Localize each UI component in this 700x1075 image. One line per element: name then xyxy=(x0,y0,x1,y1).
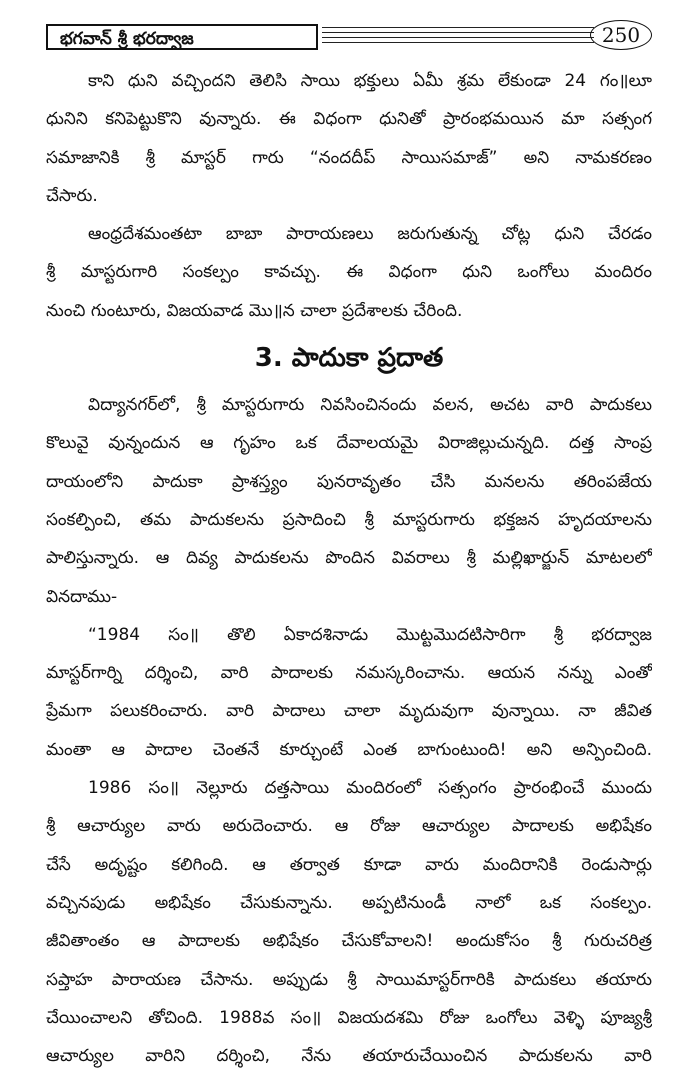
text-line: చేయించాలని తోచింది. 1988వ సం॥ విజయదశమి రోజు ఒంగోలు వెళ్ళి పూజ్యశ్రీ xyxy=(46,1007,652,1028)
header-title-box xyxy=(46,24,318,50)
text-line: విద్యానగర్‌లో, శ్రీ మాస్టరుగారు నివసించినందు వలన, అచట వారి పాదుకలు xyxy=(88,395,652,416)
text-line: మాస్టర్‌గార్ని దర్శించి, వారి పాదాలకు నమస్కరించాను. ఆయన నన్ను ఎంతో xyxy=(46,663,652,684)
text-line: వినదాము- xyxy=(46,586,118,607)
text-line: ప్రేమగా పలుకరించారు. వారి పాదాలు చాలా మృదువుగా వున్నాయి. నా జీవిత xyxy=(46,701,652,722)
text-line: ఆచార్యుల వారిని దర్శించి, నేను తయారుచేయించిన పాదుకలను వారి xyxy=(46,1046,652,1067)
text-line: వచ్చినపుడు అభిషేకం చేసుకున్నాను. అప్పటినుండీ నాలో ఒక సంకల్పం. xyxy=(46,892,652,913)
text-line: పాలిస్తున్నారు. ఆ దివ్య పాదుకలను పొందిన వివరాలు శ్రీ మల్లిఖార్జున్ మాటలలో xyxy=(46,548,652,569)
text-line: జీవితాంతం ఆ పాదాలకు అభిషేకం చేసుకోవాలని! అందుకోసం శ్రీ గురుచరిత్ర xyxy=(46,931,652,952)
text-line: ధునిని కనిపెట్టుకొని వున్నారు. ఈ విధంగా ధునితో ప్రారంభమయిన మా సత్సంగ xyxy=(46,109,652,130)
section-heading: 3. పాదుకా ప్రదాత xyxy=(254,343,444,374)
header-rule-lines xyxy=(322,27,594,47)
text-line: చేసారు. xyxy=(46,185,98,206)
paragraphs-after-heading xyxy=(46,386,652,1075)
book-title: భగవాన్ శ్రీ భరద్వాజ xyxy=(60,29,194,49)
text-line: సంకల్పించి, తమ పాదుకలను ప్రసాదించి శ్రీ మాస్టరుగారు భక్తజన హృదయాలను xyxy=(46,509,652,530)
paragraphs-before-heading xyxy=(46,62,652,330)
text-line: కొలువై వున్నందున ఆ గృహం ఒక దేవాలయమై విరాజిల్లుచున్నది. దత్త సాంప్ర xyxy=(46,433,652,454)
text-line: శ్రీ ఆచార్యుల వారు అరుదెంచారు. ఆ రోజు ఆచార్యుల పాదాలకు అభిషేకం xyxy=(46,816,652,837)
page-body xyxy=(46,62,652,1075)
text-line: మంతా ఆ పాదాల చెంతనే కూర్చుంటే ఎంత బాగుంటుంది! అని అన్పించింది. xyxy=(46,739,652,760)
text-line: “1984 సం॥ తొలి ఏకాదశినాడు మొట్టమొదటిసారిగా శ్రీ భరద్వాజ xyxy=(88,624,652,645)
page-number: 250 xyxy=(590,20,652,50)
text-line: సమాజానికి శ్రీ మాస్టర్ గారు “నందదీప్ సాయిసమాజ్” అని నామకరణం xyxy=(46,147,652,168)
text-line: చేసే అదృష్టం కలిగింది. ఆ తర్వాత కూడా వారు మందిరానికి రెండుసార్లు xyxy=(46,854,652,875)
text-line: ఆంధ్రదేశమంతటా బాబా పారాయణలు జరుగుతున్న చోట్ల ధుని చేరడం xyxy=(88,224,652,245)
text-line: దాయంలోని పాదుకా ప్రాశస్త్యం పునరావృతం చేసి మనలను తరింపజేయ xyxy=(46,471,652,492)
text-line: సప్తాహ పారాయణ చేసాను. అప్పుడు శ్రీ సాయిమాస్టర్‌గారికి పాదుకలు తయారు xyxy=(46,969,652,990)
running-header xyxy=(46,18,652,54)
text-line: నుంచి గుంటూరు, విజయవాడ మొ॥న చాలా ప్రదేశాలకు చేరింది. xyxy=(46,300,463,321)
text-line: కాని ధుని వచ్చిందని తెలిసి సాయి భక్తులు ఏమీ శ్రమ లేకుండా 24 గం॥లూ xyxy=(88,71,652,91)
text-line: 1986 సం॥ నెల్లూరు దత్తసాయి మందిరంలో సత్సంగం ప్రారంభించే ముందు xyxy=(88,778,652,799)
text-line: శ్రీ మాస్టరుగారి సంకల్పం కావచ్చు. ఈ విధంగా ధుని ఒంగోలు మందిరం xyxy=(46,262,652,283)
